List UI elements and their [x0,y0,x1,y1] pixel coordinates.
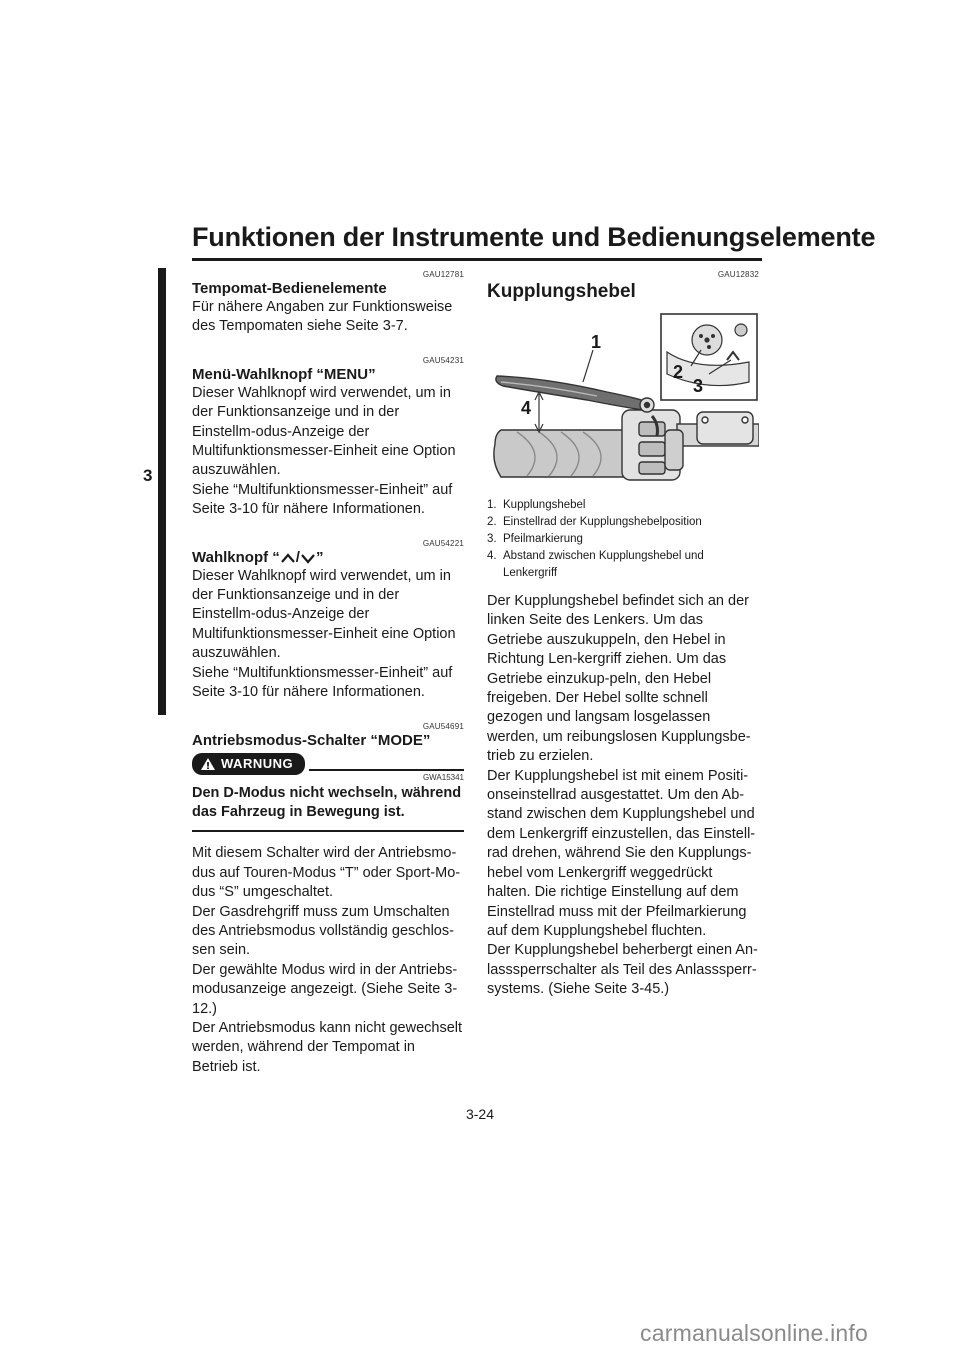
section-menu-knob [192,356,464,520]
reference-code: GAU54221 [422,538,464,548]
reference-code: GAU12781 [422,270,464,279]
section-title: Antriebsmodus-Schalter “MODE” [192,731,431,749]
section-title: Wahlknopf “ / ” [192,548,324,566]
warning-code: GWA15341 [422,772,464,782]
section-text: Der Gasdrehgriff muss zum Umschalten des Antriebsmodus vollständig geschlos-sen sein. [192,903,454,959]
section-text: Siehe “Multifunktionsmesser-Einheit” auf Seite 3-10 für nähere Informationen. [192,664,453,701]
watermark: carmanualsonline.info [640,1320,868,1346]
section-text: Der Kupplungshebel ist mit einem Positi-onseinstellrad ausgestattet. Um den Ab-stand zwischen dem Kupplungshebel und dem Lenkergriff einzustellen, das Einstell-rad drehen, während Sie den Kupplungs-hebel vom Lenkergriff weggedrückt halten. Die richtige Einstellung auf dem Einstellrad muss mit der Pfeilmarkierung auf dem Kupplungshebel fluchten. [487,767,756,939]
page-number: 3-24 [465,1106,495,1122]
callout-2: 2 [673,362,684,382]
right-column [487,270,759,1000]
section-text: Der Kupplungshebel beherbergt einen An-lasssperrschalter als Teil des Anlasssperr-systems. (Siehe Seite 3-45.) [487,942,758,998]
figure-captions [487,497,759,582]
callout-1: 1 [591,332,602,352]
warning-badge [192,753,305,775]
reference-code: GAU54691 [422,721,464,731]
reference-code: GAU12832 [717,270,759,279]
reference-code: GAU54231 [422,355,464,365]
chevron-up-icon [280,552,296,564]
chevron-down-icon [300,552,316,564]
section-text: Mit diesem Schalter wird der Antriebsmo-dus auf Touren-Modus “T” oder Sport-Mo-dus “S” umgeschaltet. [192,845,461,901]
warning-rule [309,769,464,771]
caption-item: 4. Abstand zwischen Kupplungshebel und Lenkergriff [487,550,704,579]
left-column [192,270,464,1077]
caption-item: 1. Kupplungshebel [487,499,586,511]
section-title-clutch-lever: Kupplungshebel [487,281,636,302]
warning-label: WARNUNG [221,756,294,771]
section-text: Für nähere Angaben zur Funktionsweise des Tempomaten siehe Seite 3-7. [192,299,453,335]
caption-item: 3. Pfeilmarkierung [487,533,583,545]
section-select-knob [192,539,464,703]
page-header-title: Funktionen der Instrumente und Bedienungselemente [192,222,876,252]
warning-bottom-rule [192,830,464,832]
warning-icon [200,757,216,771]
section-title: Menü-Wahlknopf “MENU” [192,365,376,383]
section-text: Der Kupplungshebel befindet sich an der linken Seite des Lenkers. Um das Getriebe auszukuppeln, den Hebel in Richtung Len-kergriff ziehen. Um das Getriebe einzukup-peln, den Hebel freigeben. Der Hebel sollte schnell gezogen und langsam losgelassen werden, um reibungslosen Kupplungsbe-trieb zu erzielen. [487,593,751,765]
section-text: Der Antriebsmodus kann nicht gewechselt werden, während der Tempomat in Betrieb ist. [192,1019,463,1075]
section-text: Der gewählte Modus wird in der Antriebs-modusanzeige angezeigt. (Siehe Seite 3-12.) [192,961,458,1017]
header-rule [192,258,762,261]
warning-text: Den D-Modus nicht wechseln, während das Fahrzeug in Bewegung ist. [192,784,462,820]
section-cruise-control [192,270,464,337]
chapter-tab-bar [158,268,166,715]
inset-detail [661,314,757,400]
section-text: Dieser Wahlknopf wird verwendet, um in der Funktionsanzeige und in der Einstellm-odus-Anzeige der Multifunktionsmesser-Einheit eine Option auszuwählen. [192,384,456,479]
chapter-number: 3 [143,466,153,485]
warning-header [192,753,464,775]
callout-4: 4 [521,398,532,418]
callout-3: 3 [693,376,704,396]
handlebar-grip [494,430,627,477]
caption-item: 2. Einstellrad der Kupplungshebelposition [487,516,702,528]
section-drive-mode-switch [192,722,464,1078]
section-text: Siehe “Multifunktionsmesser-Einheit” auf Seite 3-10 für nähere Informationen. [192,481,453,518]
section-title: Tempomat-Bedienelemente [192,280,387,297]
section-text: Dieser Wahlknopf wird verwendet, um in der Funktionsanzeige und in der Einstellm-odus-Anzeige der Multifunktionsmesser-Einheit eine Option auszuwählen. [192,567,456,662]
clutch-lever-illustration [487,312,759,482]
